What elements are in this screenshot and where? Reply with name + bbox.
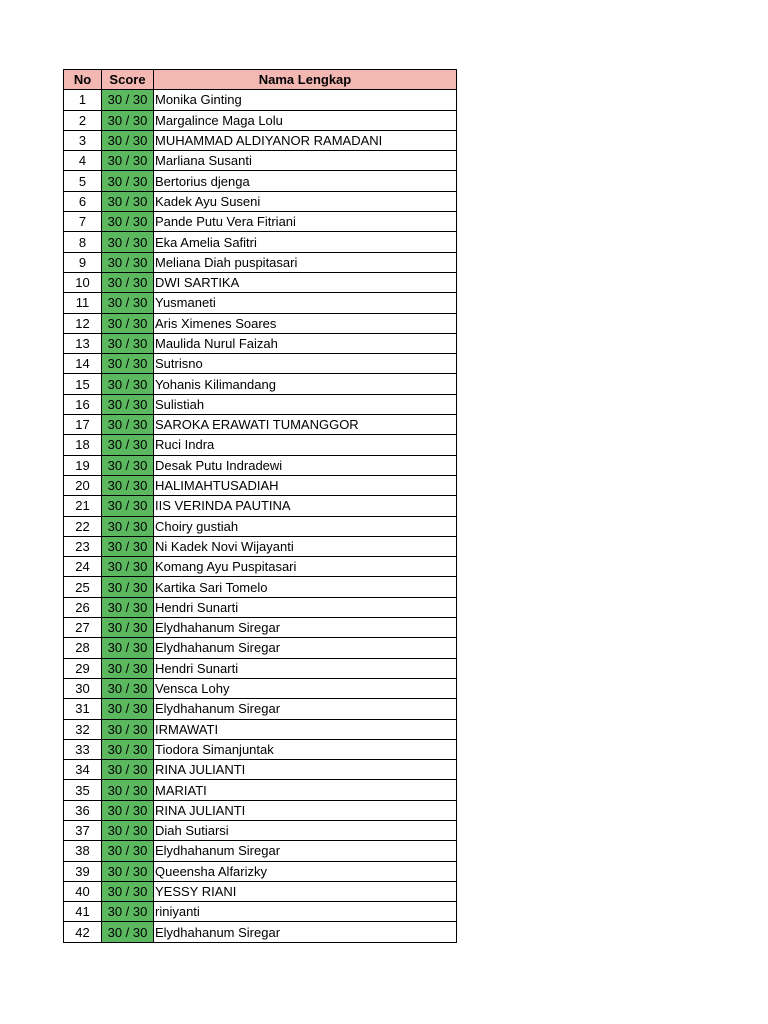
table-row (64, 496, 457, 516)
score-cell: 30 / 30 (102, 861, 154, 881)
table-row (64, 90, 457, 110)
score-cell: 30 / 30 (102, 293, 154, 313)
score-cell: 30 / 30 (102, 678, 154, 698)
full-name-cell: Kadek Ayu Suseni (154, 191, 457, 211)
score-cell: 30 / 30 (102, 597, 154, 617)
full-name-cell: riniyanti (154, 902, 457, 922)
full-name-cell: MUHAMMAD ALDIYANOR RAMADANI (154, 130, 457, 150)
full-name-cell: Aris Ximenes Soares (154, 313, 457, 333)
table-row (64, 841, 457, 861)
full-name-cell: Pande Putu Vera Fitriani (154, 212, 457, 232)
table-row (64, 313, 457, 333)
full-name-cell: Hendri Sunarti (154, 658, 457, 678)
score-cell: 30 / 30 (102, 496, 154, 516)
full-name-cell: Queensha Alfarizky (154, 861, 457, 881)
row-number-cell: 8 (64, 232, 102, 252)
row-number-cell: 31 (64, 699, 102, 719)
full-name-cell: Hendri Sunarti (154, 597, 457, 617)
table-row (64, 699, 457, 719)
full-name-cell: Eka Amelia Safitri (154, 232, 457, 252)
score-table (63, 69, 457, 943)
full-name-cell: Meliana Diah puspitasari (154, 252, 457, 272)
full-name-cell: HALIMAHTUSADIAH (154, 475, 457, 495)
score-cell: 30 / 30 (102, 658, 154, 678)
row-number-cell: 20 (64, 475, 102, 495)
score-cell: 30 / 30 (102, 354, 154, 374)
row-number-cell: 2 (64, 110, 102, 130)
full-name-cell: IRMAWATI (154, 719, 457, 739)
row-number-cell: 21 (64, 496, 102, 516)
full-name-cell: Elydhahanum Siregar (154, 922, 457, 942)
full-name-cell: Maulida Nurul Faizah (154, 333, 457, 353)
score-cell: 30 / 30 (102, 171, 154, 191)
score-cell: 30 / 30 (102, 780, 154, 800)
score-cell: 30 / 30 (102, 760, 154, 780)
score-cell: 30 / 30 (102, 252, 154, 272)
table-row (64, 739, 457, 759)
full-name-cell: SAROKA ERAWATI TUMANGGOR (154, 415, 457, 435)
row-number-cell: 28 (64, 638, 102, 658)
full-name-cell: Elydhahanum Siregar (154, 618, 457, 638)
full-name-cell: Bertorius djenga (154, 171, 457, 191)
score-cell: 30 / 30 (102, 557, 154, 577)
table-row (64, 333, 457, 353)
table-row (64, 780, 457, 800)
table-row (64, 618, 457, 638)
table-row (64, 678, 457, 698)
row-number-cell: 13 (64, 333, 102, 353)
table-row (64, 922, 457, 942)
table-row (64, 293, 457, 313)
full-name-cell: Komang Ayu Puspitasari (154, 557, 457, 577)
full-name-cell: Sutrisno (154, 354, 457, 374)
score-cell: 30 / 30 (102, 130, 154, 150)
score-cell: 30 / 30 (102, 699, 154, 719)
row-number-cell: 37 (64, 820, 102, 840)
full-name-cell: Elydhahanum Siregar (154, 841, 457, 861)
table-row (64, 212, 457, 232)
row-number-cell: 32 (64, 719, 102, 739)
score-cell: 30 / 30 (102, 475, 154, 495)
score-cell: 30 / 30 (102, 212, 154, 232)
score-cell: 30 / 30 (102, 638, 154, 658)
row-number-cell: 23 (64, 536, 102, 556)
table-row (64, 820, 457, 840)
full-name-cell: Vensca Lohy (154, 678, 457, 698)
full-name-cell: Choiry gustiah (154, 516, 457, 536)
table-row (64, 435, 457, 455)
full-name-cell: RINA JULIANTI (154, 800, 457, 820)
row-number-cell: 6 (64, 191, 102, 211)
full-name-cell: MARIATI (154, 780, 457, 800)
table-row (64, 354, 457, 374)
row-number-cell: 29 (64, 658, 102, 678)
row-number-cell: 25 (64, 577, 102, 597)
full-name-cell: YESSY RIANI (154, 881, 457, 901)
score-cell: 30 / 30 (102, 232, 154, 252)
row-number-cell: 40 (64, 881, 102, 901)
table-row (64, 516, 457, 536)
score-cell: 30 / 30 (102, 272, 154, 292)
row-number-cell: 24 (64, 557, 102, 577)
row-number-cell: 17 (64, 415, 102, 435)
score-cell: 30 / 30 (102, 313, 154, 333)
score-cell: 30 / 30 (102, 719, 154, 739)
row-number-cell: 27 (64, 618, 102, 638)
table-row (64, 394, 457, 414)
full-name-cell: Marliana Susanti (154, 151, 457, 171)
table-row (64, 171, 457, 191)
table-row (64, 151, 457, 171)
score-cell: 30 / 30 (102, 618, 154, 638)
score-cell: 30 / 30 (102, 841, 154, 861)
full-name-cell: Yohanis Kilimandang (154, 374, 457, 394)
row-number-cell: 10 (64, 272, 102, 292)
full-name-cell: Monika Ginting (154, 90, 457, 110)
table-row (64, 861, 457, 881)
full-name-cell: RINA JULIANTI (154, 760, 457, 780)
full-name-cell: Elydhahanum Siregar (154, 638, 457, 658)
row-number-cell: 15 (64, 374, 102, 394)
score-cell: 30 / 30 (102, 922, 154, 942)
row-number-cell: 38 (64, 841, 102, 861)
score-cell: 30 / 30 (102, 516, 154, 536)
full-name-cell: Ruci Indra (154, 435, 457, 455)
table-row (64, 252, 457, 272)
row-number-cell: 4 (64, 151, 102, 171)
score-cell: 30 / 30 (102, 374, 154, 394)
table-row (64, 232, 457, 252)
score-cell: 30 / 30 (102, 333, 154, 353)
score-cell: 30 / 30 (102, 536, 154, 556)
row-number-cell: 14 (64, 354, 102, 374)
row-number-cell: 42 (64, 922, 102, 942)
row-number-cell: 30 (64, 678, 102, 698)
table-row (64, 272, 457, 292)
full-name-cell: DWI SARTIKA (154, 272, 457, 292)
row-number-cell: 12 (64, 313, 102, 333)
table-row (64, 110, 457, 130)
header-score: Score (102, 70, 154, 90)
table-row (64, 557, 457, 577)
score-cell: 30 / 30 (102, 739, 154, 759)
score-cell: 30 / 30 (102, 435, 154, 455)
row-number-cell: 16 (64, 394, 102, 414)
full-name-cell: Elydhahanum Siregar (154, 699, 457, 719)
row-number-cell: 3 (64, 130, 102, 150)
table-row (64, 719, 457, 739)
table-row (64, 191, 457, 211)
table-row (64, 374, 457, 394)
header-name: Nama Lengkap (154, 70, 457, 90)
table-row (64, 800, 457, 820)
row-number-cell: 9 (64, 252, 102, 272)
row-number-cell: 19 (64, 455, 102, 475)
header-no: No (64, 70, 102, 90)
full-name-cell: Ni Kadek Novi Wijayanti (154, 536, 457, 556)
full-name-cell: Desak Putu Indradewi (154, 455, 457, 475)
row-number-cell: 35 (64, 780, 102, 800)
row-number-cell: 22 (64, 516, 102, 536)
full-name-cell: Diah Sutiarsi (154, 820, 457, 840)
score-cell: 30 / 30 (102, 90, 154, 110)
table-body (64, 90, 457, 942)
table-row (64, 130, 457, 150)
table-row (64, 597, 457, 617)
score-cell: 30 / 30 (102, 881, 154, 901)
score-cell: 30 / 30 (102, 800, 154, 820)
row-number-cell: 18 (64, 435, 102, 455)
row-number-cell: 11 (64, 293, 102, 313)
score-cell: 30 / 30 (102, 455, 154, 475)
score-cell: 30 / 30 (102, 191, 154, 211)
row-number-cell: 39 (64, 861, 102, 881)
table-row (64, 760, 457, 780)
row-number-cell: 33 (64, 739, 102, 759)
score-cell: 30 / 30 (102, 820, 154, 840)
row-number-cell: 1 (64, 90, 102, 110)
row-number-cell: 34 (64, 760, 102, 780)
full-name-cell: Sulistiah (154, 394, 457, 414)
row-number-cell: 7 (64, 212, 102, 232)
score-sheet (63, 69, 457, 943)
row-number-cell: 36 (64, 800, 102, 820)
table-row (64, 577, 457, 597)
table-header-row (64, 70, 457, 90)
score-cell: 30 / 30 (102, 151, 154, 171)
score-cell: 30 / 30 (102, 902, 154, 922)
score-cell: 30 / 30 (102, 394, 154, 414)
full-name-cell: IIS VERINDA PAUTINA (154, 496, 457, 516)
full-name-cell: Kartika Sari Tomelo (154, 577, 457, 597)
table-row (64, 881, 457, 901)
full-name-cell: Yusmaneti (154, 293, 457, 313)
table-row (64, 902, 457, 922)
table-row (64, 658, 457, 678)
row-number-cell: 26 (64, 597, 102, 617)
score-cell: 30 / 30 (102, 577, 154, 597)
table-row (64, 475, 457, 495)
row-number-cell: 41 (64, 902, 102, 922)
table-row (64, 638, 457, 658)
table-row (64, 415, 457, 435)
full-name-cell: Tiodora Simanjuntak (154, 739, 457, 759)
full-name-cell: Margalince Maga Lolu (154, 110, 457, 130)
table-row (64, 455, 457, 475)
table-row (64, 536, 457, 556)
score-cell: 30 / 30 (102, 415, 154, 435)
score-cell: 30 / 30 (102, 110, 154, 130)
row-number-cell: 5 (64, 171, 102, 191)
